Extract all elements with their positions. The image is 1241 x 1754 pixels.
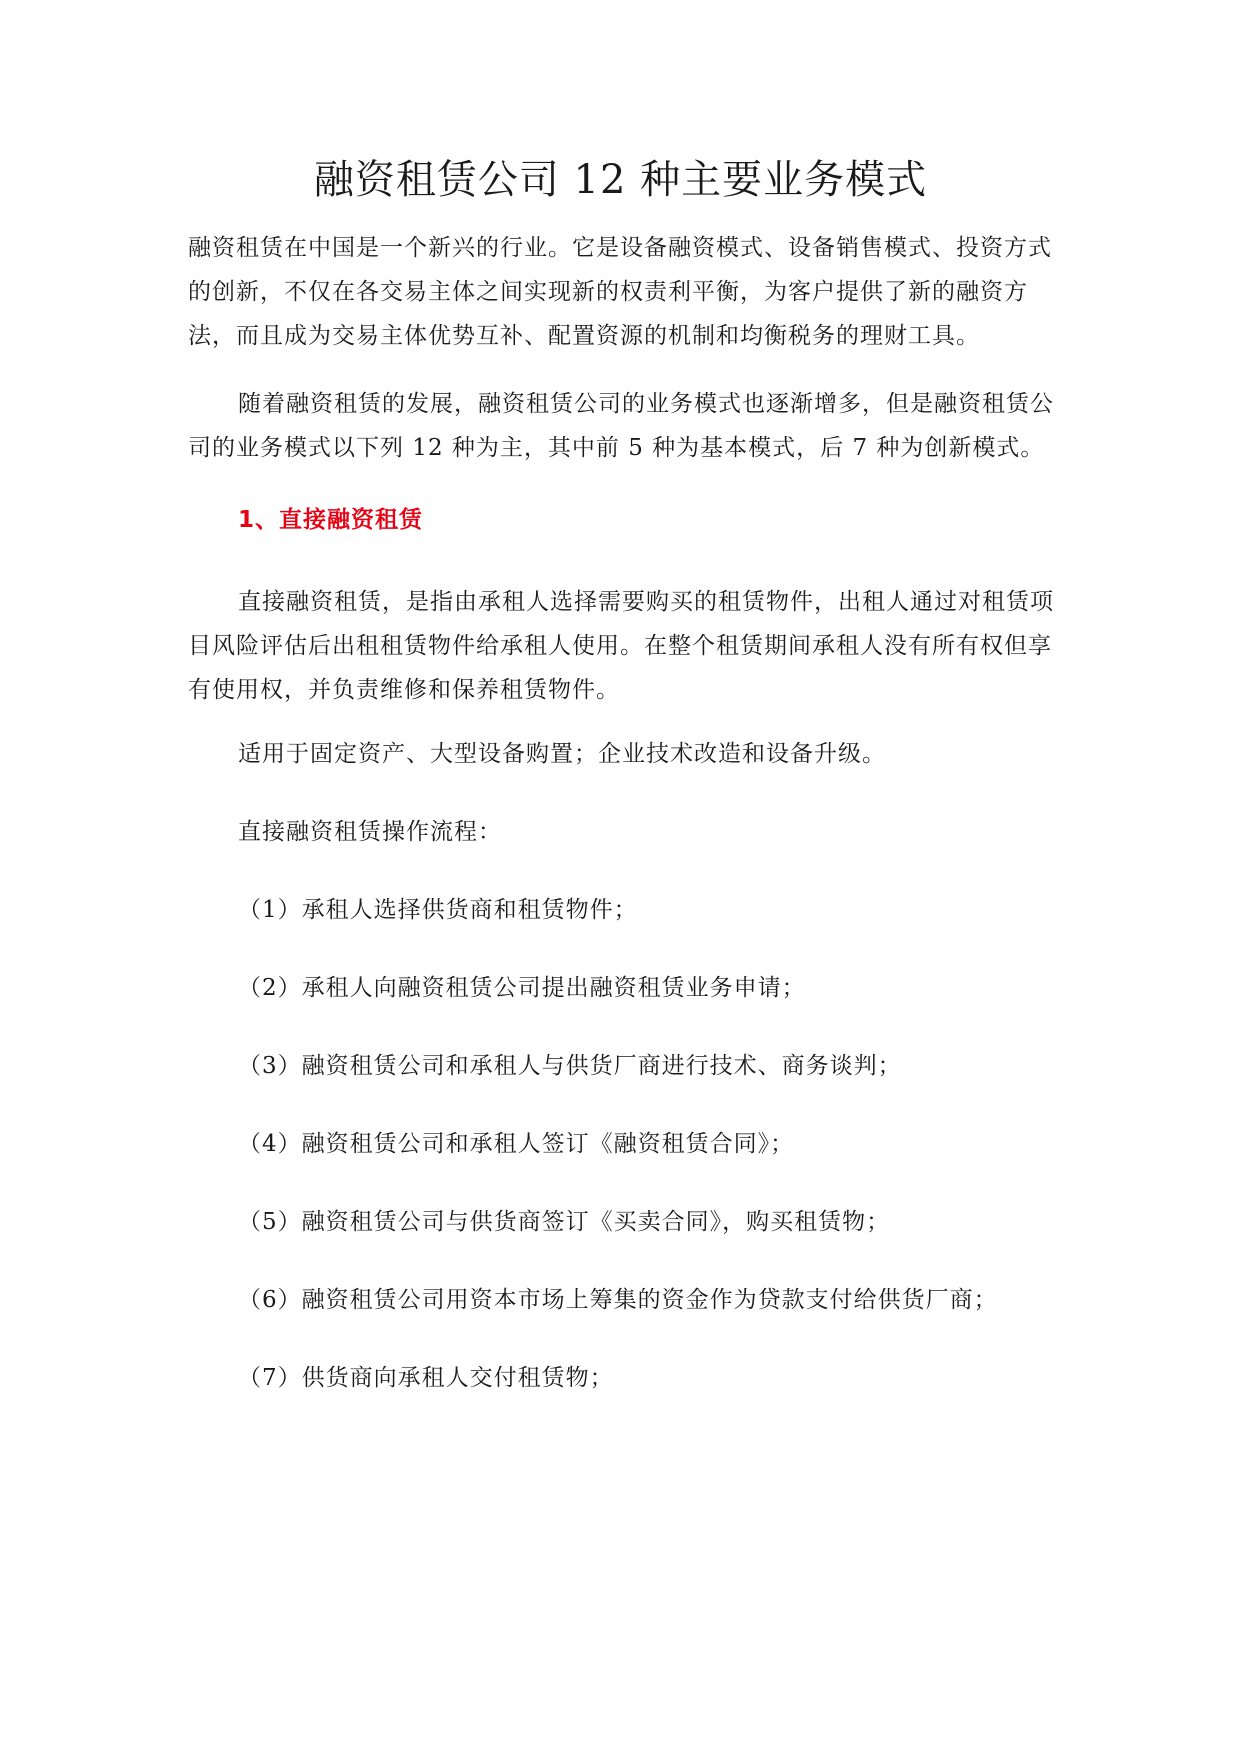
- overview-paragraph: 随着融资租赁的发展，融资租赁公司的业务模式也逐渐增多，但是融资租赁公司的业务模式以下列 12 种为主，其中前 5 种为基本模式，后 7 种为创新模式。: [188, 391, 1054, 461]
- process-step: （2）承租人向融资租赁公司提出融资租赁业务申请；: [238, 975, 806, 1001]
- process-step: （1）承租人选择供货商和租赁物件；: [238, 897, 638, 923]
- intro-paragraph: 融资租赁在中国是一个新兴的行业。它是设备融资模式、设备销售模式、投资方式的创新，不仅在各交易主体之间实现新的权责利平衡，为客户提供了新的融资方法，而且成为交易主体优势互补、配置资源的机制和均衡税务的理财工具。: [188, 235, 1052, 349]
- process-step: （5）融资租赁公司与供货商签订《买卖合同》，购买租赁物；: [238, 1209, 891, 1235]
- process-step: （4）融资租赁公司和承租人签订《融资租赁合同》；: [238, 1131, 795, 1157]
- section-heading: 1、直接融资租赁: [238, 507, 424, 533]
- definition-paragraph: 直接融资租赁，是指由承租人选择需要购买的租赁物件，出租人通过对租赁项目风险评估后出租租赁物件给承租人使用。在整个租赁期间承租人没有所有权但享有使用权，并负责维修和保养租赁物件。: [188, 589, 1054, 703]
- process-step: （7）供货商向承租人交付租赁物；: [238, 1365, 614, 1391]
- document-title: 融资租赁公司 12 种主要业务模式: [313, 157, 928, 203]
- process-title: 直接融资租赁操作流程：: [238, 819, 502, 845]
- process-step: （3）融资租赁公司和承租人与供货厂商进行技术、商务谈判；: [238, 1053, 902, 1079]
- applicable-paragraph: 适用于固定资产、大型设备购置；企业技术改造和设备升级。: [238, 741, 886, 767]
- process-step: （6）融资租赁公司用资本市场上筹集的资金作为贷款支付给供货厂商；: [238, 1287, 998, 1313]
